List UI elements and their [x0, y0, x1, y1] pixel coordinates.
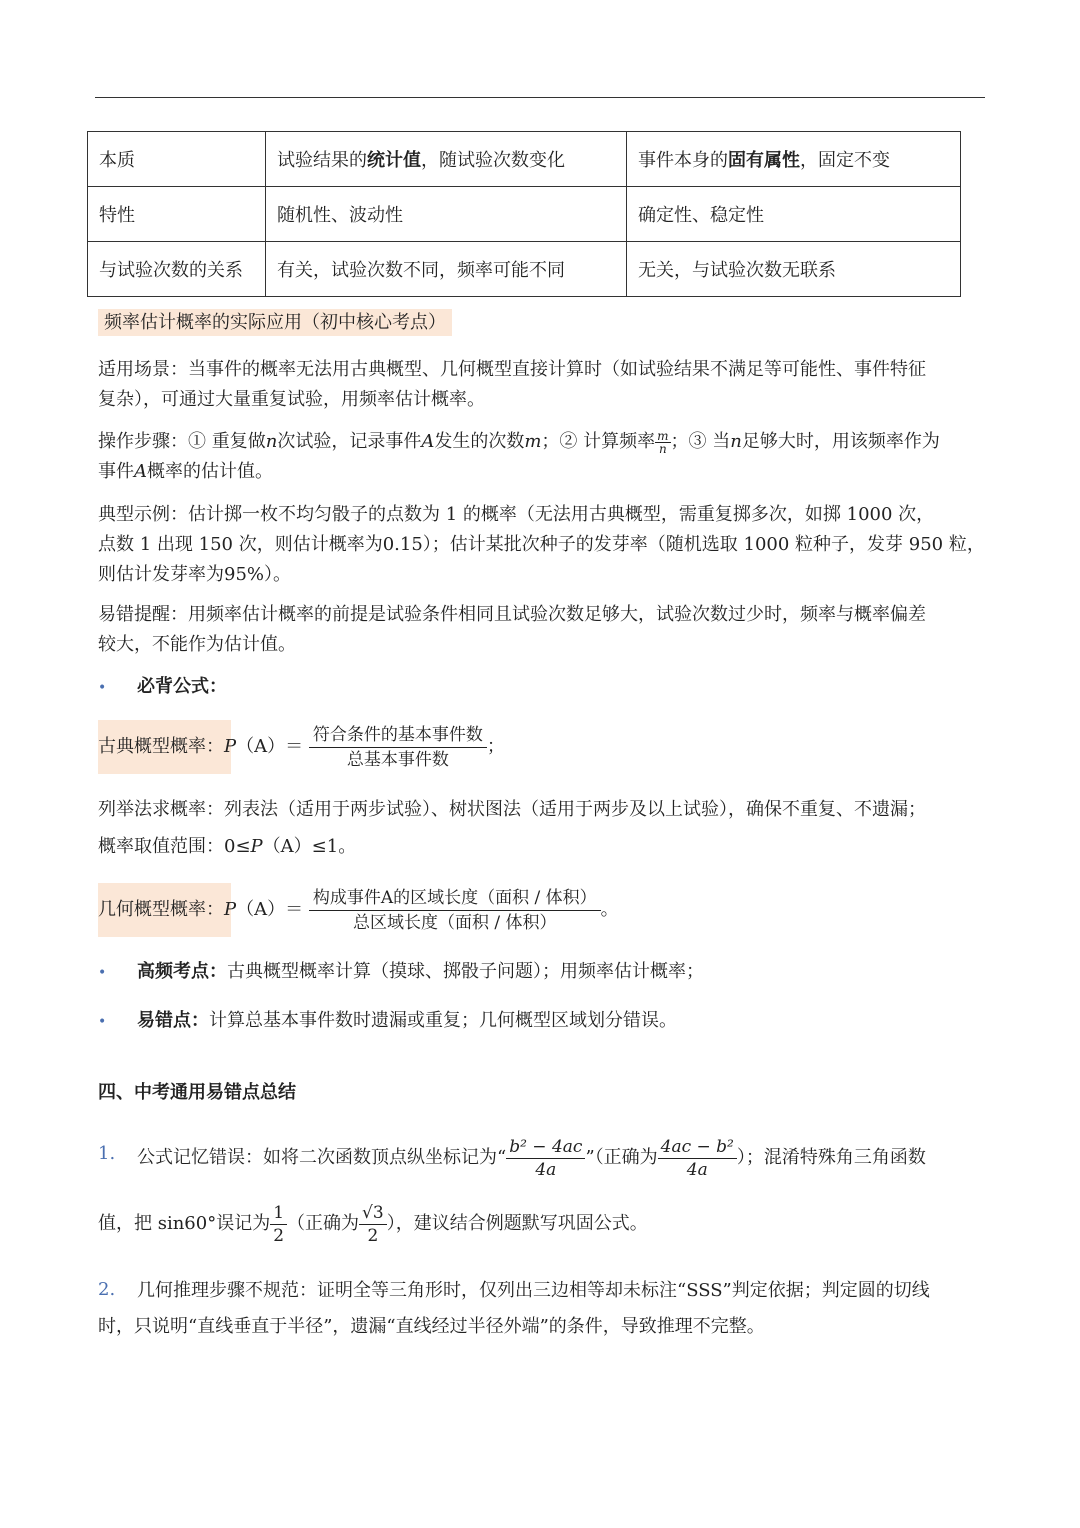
comparison-table	[87, 131, 961, 297]
steps-paragraph: 操作步骤：① 重复做n次试验，记录事件A发生的次数m；② 计算频率 $\frac{m}{n}$ ；③ 当n足够大时，用该频率作为 事件A概率的估计值。	[98, 428, 940, 482]
error-point: 易错点：计算总基本事件数时遗漏或重复；几何概型区域划分错误。	[137, 1010, 677, 1031]
scene-paragraph: 适用场景：当事件的概率无法用古典概型、几何概型直接计算时（如试验结果不满足等可能性、事件特征 复杂），可通过大量重复试验，用频率估计概率。	[98, 359, 926, 410]
listing-method-line: 列举法求概率：列表法（适用于两步试验）、树状图法（适用于两步及以上试验），确保不重复、不遗漏；	[98, 799, 926, 820]
error-item-geometry: 几何推理步骤不规范：证明全等三角形时，仅列出三边相等却未标注“SSS”判定依据；判定圆的切线	[137, 1280, 930, 1301]
row-label: 本质	[88, 132, 266, 187]
table-row	[88, 187, 961, 242]
probability-cell: 确定性、稳定性	[627, 187, 961, 242]
geometric-formula: 几何概型概率：P（A）＝ $\frac{\text{构成事件A的区域长度（面积 / 体积）}}{\text{总区域长度（面积 / 体积）}}$ 。	[98, 887, 619, 933]
frequency-fraction: $\frac{m}{n}$	[657, 428, 669, 456]
geometric-fraction: $\frac{\text{构成事件A的区域长度（面积 / 体积）}}{\text{总区域长度（面积 / 体积）}}$	[309, 886, 601, 935]
list-number: 1.	[98, 1143, 116, 1164]
frequency-cell: 有关，试验次数不同，频率可能不同	[266, 242, 627, 297]
half-fraction: $\frac{1}{2}$	[270, 1202, 287, 1247]
formulas-heading: 必背公式：	[137, 676, 227, 697]
high-frequency-point: 高频考点：古典概型概率计算（摸球、掷骰子问题）；用频率估计概率；	[137, 961, 704, 982]
frequency-cell: 试验结果的统计值，随试验次数变化	[266, 132, 627, 187]
error-item-formula: 公式记忆错误：如将二次函数顶点纵坐标记为“ $\frac{\text{b² − 4ac}}{4a}$ ”（正确为 $\frac{\text{4ac − b²}}{4a}$ ）；混淆特殊角三角函数	[137, 1136, 926, 1180]
table-row	[88, 132, 961, 187]
list-number: 2.	[98, 1279, 116, 1300]
row-label: 特性	[88, 187, 266, 242]
warning-paragraph: 易错提醒：用频率估计概率的前提是试验条件相同且试验次数足够大，试验次数过少时，频率与概率偏差 较大，不能作为估计值。	[98, 604, 926, 655]
bullet-icon: •	[98, 680, 107, 696]
bullet-icon: •	[98, 1014, 107, 1030]
classical-formula: 古典概型概率：P（A）＝ $\frac{\text{符合条件的基本事件数}}{\text{总基本事件数}}$ ；	[98, 724, 505, 770]
table-row	[88, 242, 961, 297]
section-title-application: 频率估计概率的实际应用（初中核心考点）	[98, 308, 998, 338]
sqrt3-fraction: $\frac{√3}{2}$	[359, 1202, 387, 1247]
correct-vertex-fraction: $\frac{\text{4ac − b²}}{4a}$	[658, 1136, 737, 1181]
example-paragraph: 典型示例：估计掷一枚不均匀骰子的点数为 1 的概率（无法用古典概型，需重复掷多次，如掷 1000 次， 点数 1 出现 150 次，则估计概率为0.15）；估计某批次种子的发芽率（随机选取 1000 粒种子，发芽 950 粒， 则估计发芽率为95%）。	[98, 504, 985, 585]
wrong-vertex-fraction: $\frac{\text{b² − 4ac}}{4a}$	[506, 1136, 585, 1181]
error-item-formula-line2: 值，把 sin60°误记为 $\frac{1}{2}$ （正确为 $\frac{√3}{2}$ ），建议结合例题默写巩固公式。	[98, 1202, 648, 1246]
probability-range-line: 概率取值范围：0≤P（A）≤1。	[98, 836, 357, 857]
section-title-errors: 四、中考通用易错点总结	[98, 1082, 296, 1103]
bullet-icon: •	[98, 965, 107, 981]
header-rule	[95, 97, 985, 98]
probability-cell: 无关，与试验次数无联系	[627, 242, 961, 297]
probability-cell: 事件本身的固有属性，固定不变	[627, 132, 961, 187]
classical-fraction: $\frac{\text{符合条件的基本事件数}}{\text{总基本事件数}}$	[309, 723, 487, 772]
error-item-geometry-line2: 时，只说明“直线垂直于半径”，遗漏“直线经过半径外端”的条件，导致推理不完整。	[98, 1316, 765, 1337]
frequency-cell: 随机性、波动性	[266, 187, 627, 242]
row-label: 与试验次数的关系	[88, 242, 266, 297]
